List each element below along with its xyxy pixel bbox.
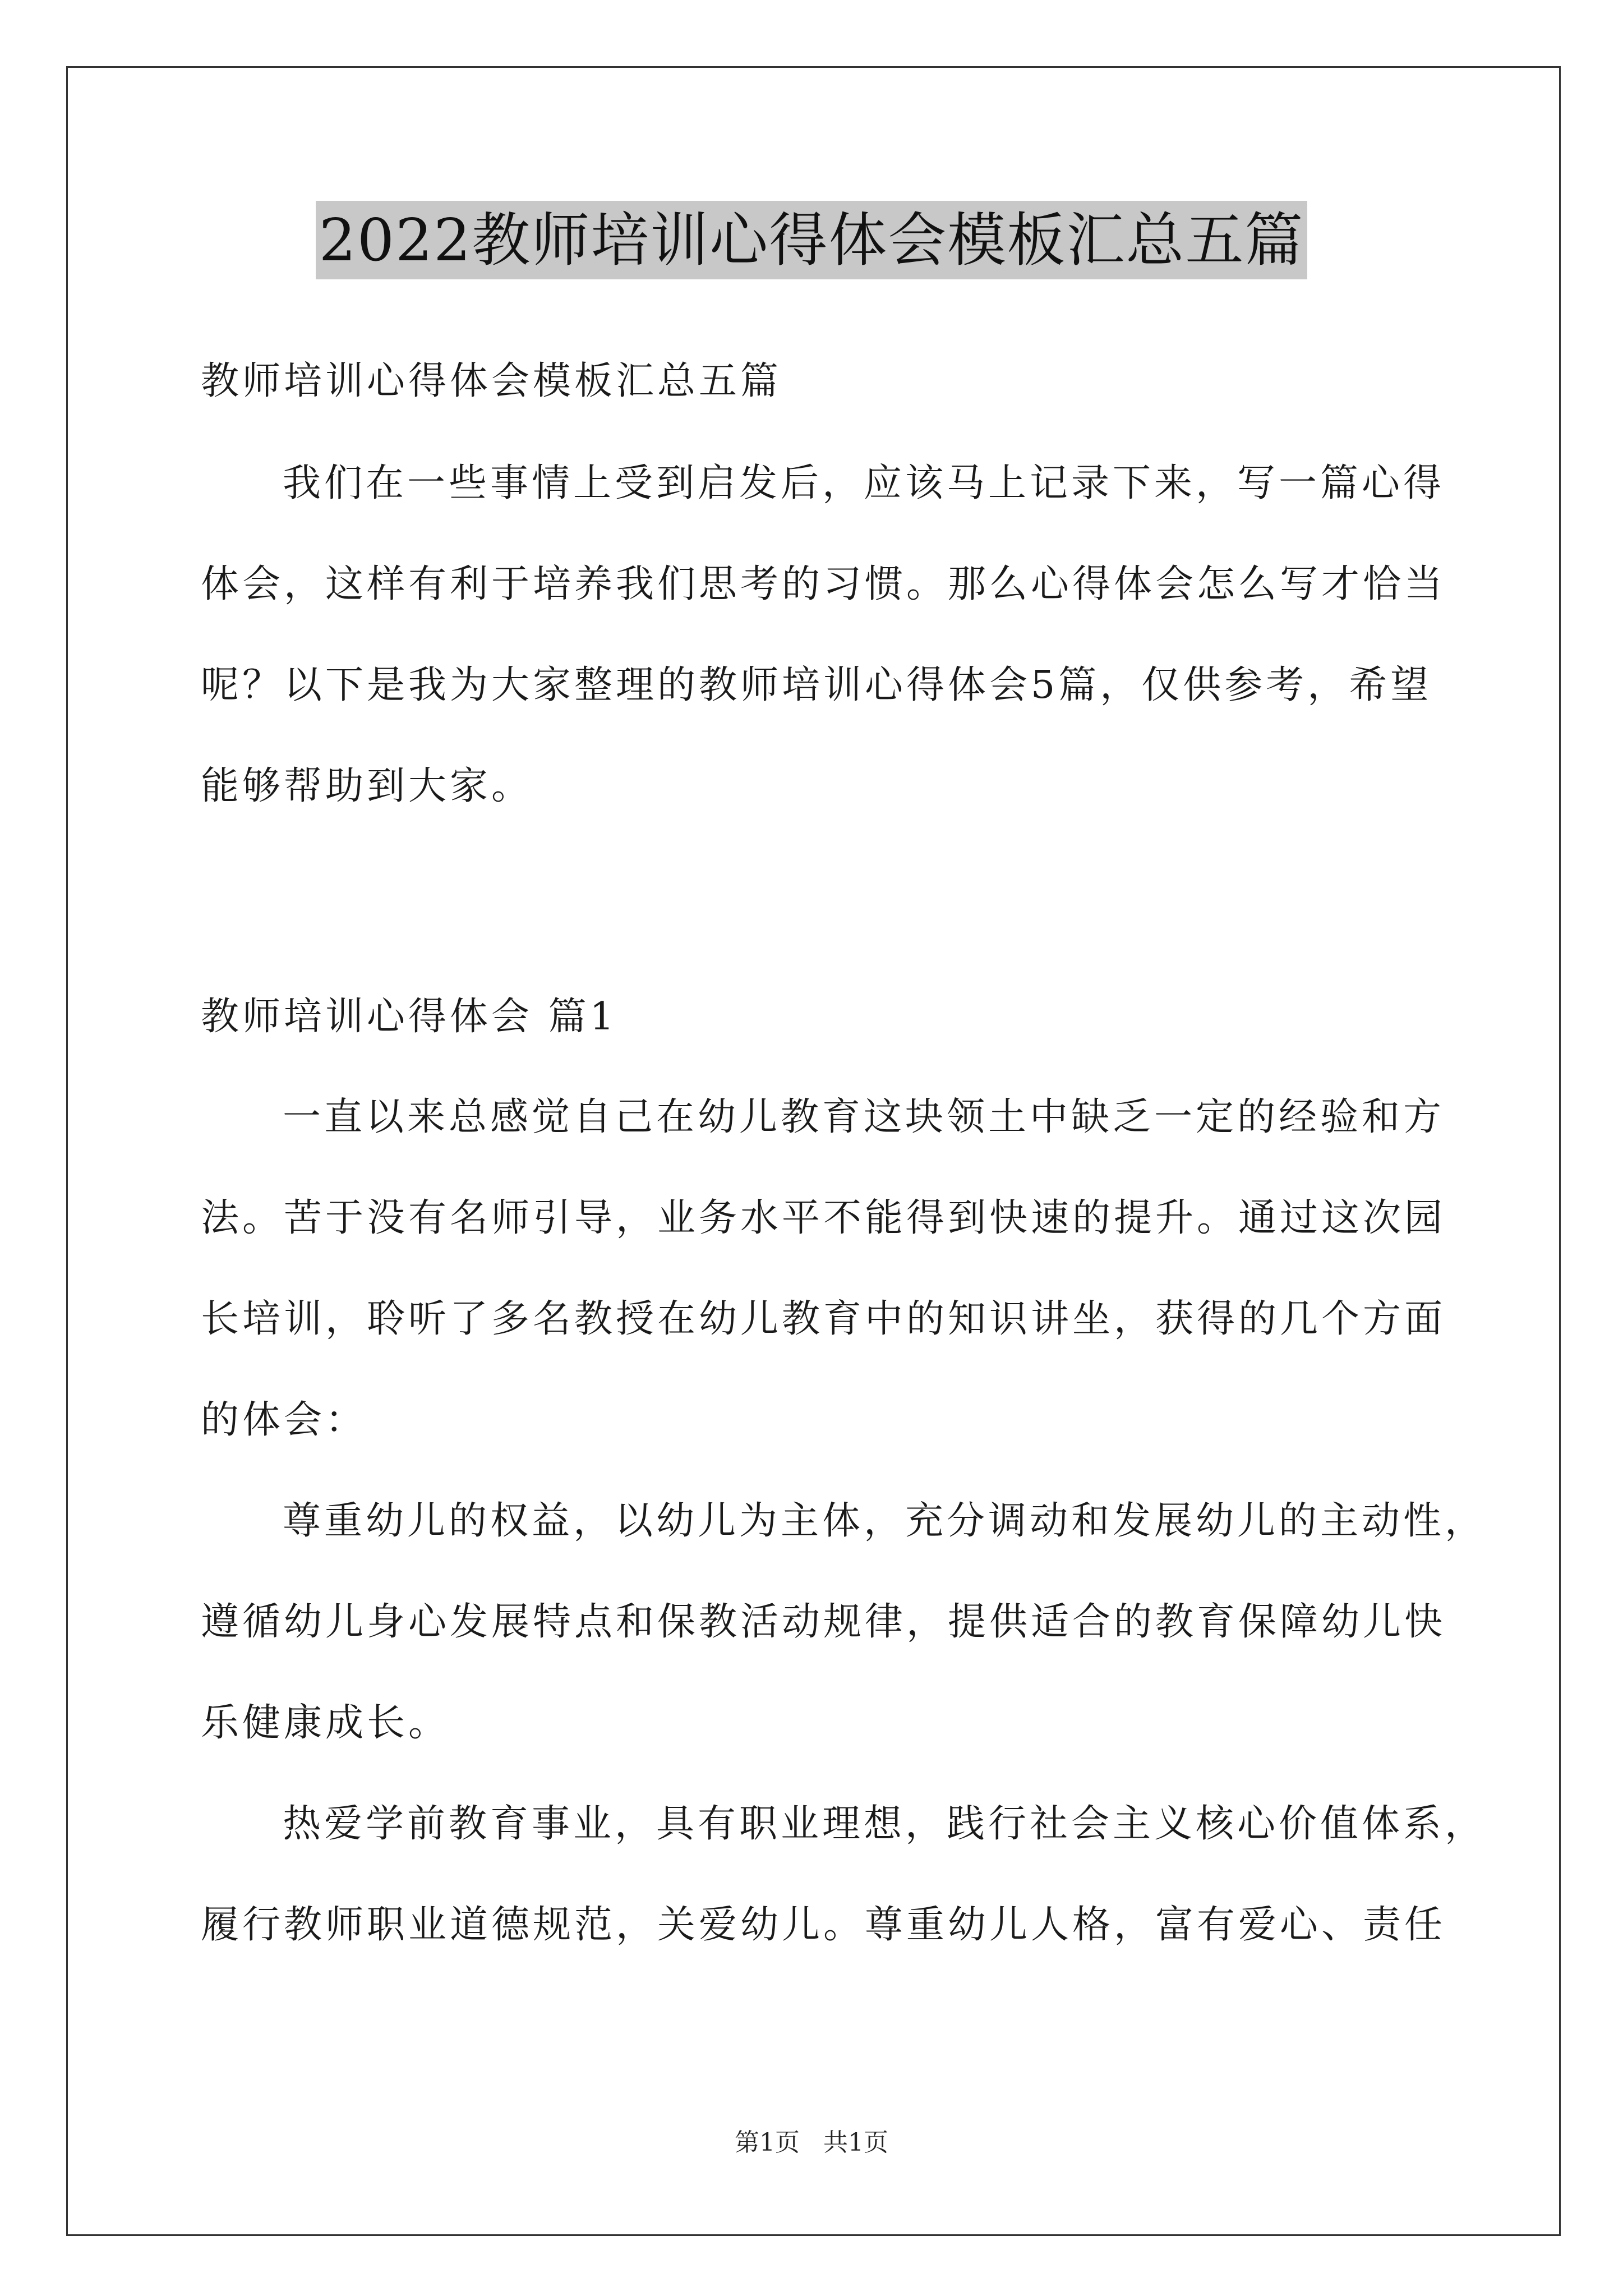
paragraph-line: 法。苦于没有名师引导，业务水平不能得到快速的提升。通过这次园 xyxy=(201,1196,1446,1240)
paragraph-line: 一直以来总感觉自己在幼儿教育这块领土中缺乏一定的经验和方 xyxy=(283,1095,1445,1139)
intro-line: 呢？以下是我为大家整理的教师培训心得体会5篇，仅供参考，希望 xyxy=(201,663,1432,707)
document-title: 2022教师培训心得体会模板汇总五篇 xyxy=(316,201,1308,279)
paragraph-line: 乐健康成长。 xyxy=(201,1701,450,1745)
section-heading: 教师培训心得体会 篇1 xyxy=(201,995,617,1039)
intro-line: 体会，这样有利于培养我们思考的习惯。那么心得体会怎么写才恰当 xyxy=(201,562,1446,606)
paragraph-line: 遵循幼儿身心发展特点和保教活动规律，提供适合的教育保障幼儿快 xyxy=(201,1600,1446,1644)
paragraph-line: 的体会： xyxy=(201,1398,367,1442)
document-subtitle: 教师培训心得体会模板汇总五篇 xyxy=(201,359,782,403)
paragraph-line: 履行教师职业道德规范，关爱幼儿。尊重幼儿人格，富有爱心、责任 xyxy=(201,1903,1446,1947)
paragraph-line: 尊重幼儿的权益，以幼儿为主体，充分调动和发展幼儿的主动性， xyxy=(283,1499,1487,1543)
paragraph-line: 热爱学前教育事业，具有职业理想，践行社会主义核心价值体系， xyxy=(283,1802,1487,1846)
page-number-footer: 第1页 共1页 xyxy=(735,2128,888,2157)
title-container xyxy=(0,201,1623,279)
intro-line: 我们在一些事情上受到启发后，应该马上记录下来，写一篇心得 xyxy=(283,461,1445,505)
paragraph-line: 长培训，聆听了多名教授在幼儿教育中的知识讲坐，获得的几个方面 xyxy=(201,1297,1446,1341)
intro-line: 能够帮助到大家。 xyxy=(201,764,533,808)
